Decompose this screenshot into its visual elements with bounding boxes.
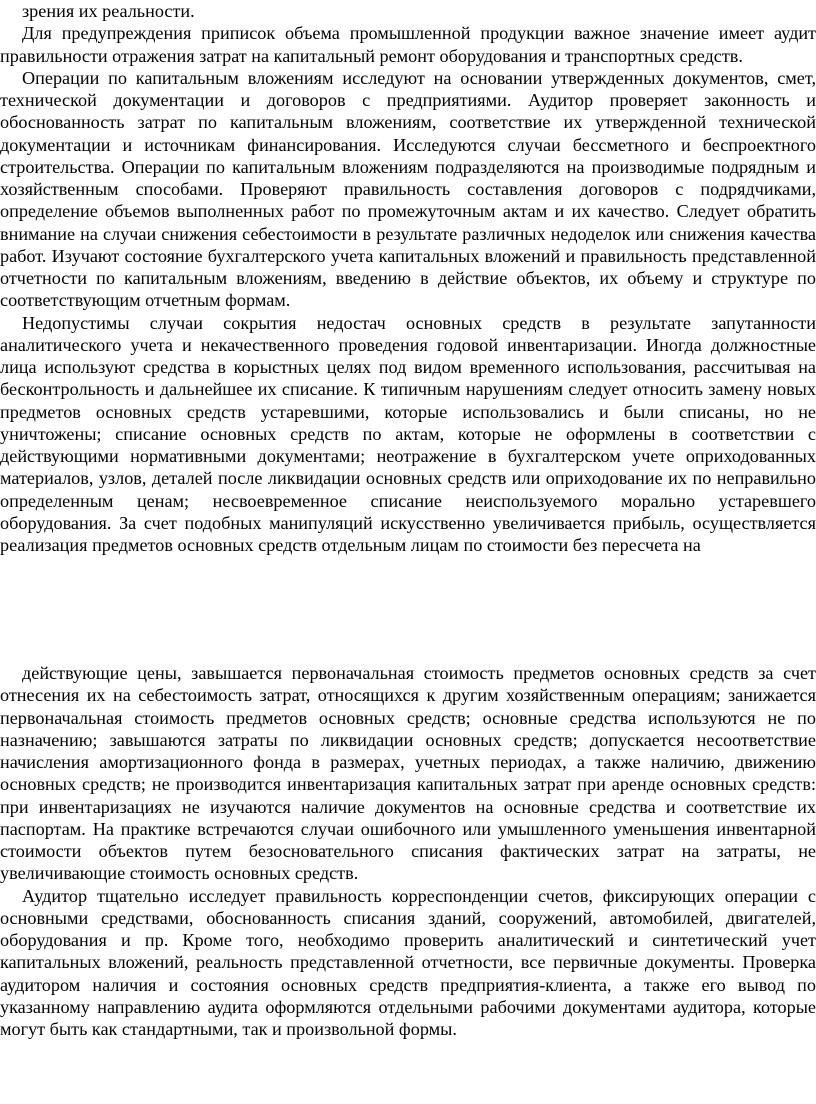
paragraph-5: Аудитор тщательно исследует правильность корреспонденции счетов, фиксирующих операции с основными средствами, обоснованность списания зданий, сооружений, автомобилей, двигателей, оборудования и пр. Кроме того, необходимо проверить аналитический и синтетический учет капитальных вложений, реальность представленной отчетности, все первичные документы. Проверка аудитором наличия и состояния основных средств предприятия-клиента, а также его вывод по указанному направлению аудита оформляются отдельными рабочими документами аудитора, которые могут быть как стандартными, так и произвольной формы.	[0, 885, 816, 1039]
paragraph-3: Недопустимы случаи сокрытия недостач основных средств в результате запутанности аналитического учета и некачественного проведения годовой инвентаризации. Иногда должностные лица используют средства в корыстных целях под видом временного использования, рассчитывая на бесконтрольность и дальнейшее их списание. К типичным нарушениям следует относить замену новых предметов основных средств устаревшими, которые использовались и были списаны, но не уничтожены; списание основных средств по актам, которые не оформлены в соответствии с действующими нормативными документами; неотражение в бухгалтерском учете оприходованных материалов, узлов, деталей после ликвидации основных средств или оприходование их по неправильно определенным ценам; несвоевременное списание неиспользуемого морально устаревшего оборудования. За счет подобных манипуляций искусственно увеличивается прибыль, осуществляется реализация предметов основных средств отдельным лицам по стоимости без пересчета на	[0, 312, 816, 555]
paragraph-1: Для предупреждения приписок объема промышленной продукции важное значение имеет аудит правильности отражения затрат на капитальный ремонт оборудования и транспортных средств.	[0, 23, 816, 66]
text-block-bottom	[0, 662, 816, 1040]
paragraph-fragment: зрения их реальности.	[22, 1, 195, 21]
paragraph-4: действующие цены, завышается первоначальная стоимость предметов основных средств за счет отнесения их на себестоимость затрат, относящихся к другим хозяйственным операциям; занижается первоначальная стоимость предметов основных средств; основные средства используются не по назначению; завышаются затраты по ликвидации основных средств; допускается несоответствие начисления амортизационного фонда в размерах, учетных периодах, а также наличию, движению основных средств; не производится инвентаризация капитальных затрат при аренде основных средств: при инвентаризациях не изучаются наличие документов на основные средства и соответствие их паспортам. На практике встречаются случаи ошибочного или умышленного уменьшения инвентарной стоимости объектов путем безосновательного списания фактических затрат на затраты, не увеличивающие стоимость основных средств.	[0, 663, 816, 884]
paragraph-2: Операции по капитальным вложениям исследуют на основании утвержденных документов, смет, технической документации и договоров с предприятиями. Аудитор проверяет законность и обоснованность затрат по капитальным вложениям, соответствие их утвержденной технической документации и источникам финансирования. Исследуются случаи бессметного и беспроектного строительства. Операции по капитальным вложениям подразделяются на производимые подрядным и хозяйственным способами. Проверяют правильность составления договоров с подрядчиками, определение объемов выполненных работ по промежуточным актам и их качество. Следует обратить внимание на случаи снижения себестоимости в результате различных недоделок или снижения качества работ. Изучают состояние бухгалтерского учета капитальных вложений и правильность представленной отчетности по капитальным вложениям, введению в действие объектов, их объему и структуре по соответствующим отчетным формам.	[0, 67, 816, 311]
